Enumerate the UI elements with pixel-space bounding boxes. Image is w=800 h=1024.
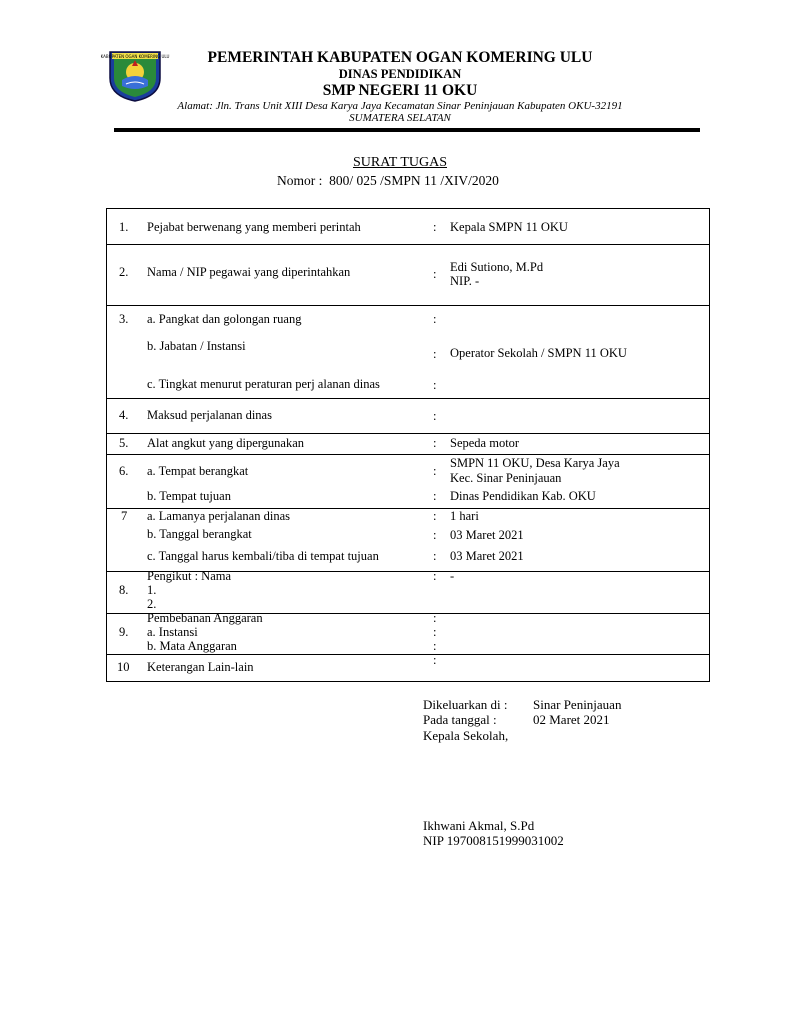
row-8-value: - [450, 569, 455, 583]
row-3a-colon: : [433, 312, 437, 326]
assignment-table [106, 208, 710, 682]
row-7b-colon: : [433, 528, 437, 542]
row-3c-colon: : [433, 378, 437, 392]
row-2-nip: NIP. - [450, 274, 480, 288]
letterhead-government: PEMERINTAH KABUPATEN OGAN KOMERING ULU [207, 49, 593, 66]
row-7a-label: a. Lamanya perjalanan dinas [147, 509, 290, 523]
row-6b-colon: : [433, 489, 437, 503]
row-9-colon-1: : [433, 611, 437, 625]
row-8-label: Pengikut : Nama [147, 569, 232, 583]
row-6a-value-2: Kec. Sinar Peninjauan [450, 471, 562, 485]
row-4-colon: : [433, 409, 437, 423]
row-7b-label: b. Tanggal berangkat [147, 527, 252, 541]
letterhead-address: Alamat: Jln. Trans Unit XIII Desa Karya Jaya Kecamatan Sinar Peninjauan Kabupaten OKU-32191 [177, 100, 623, 112]
signatory-name: Ikhwani Akmal, S.Pd [423, 818, 535, 833]
row-5-label: Alat angkut yang dipergunakan [147, 436, 305, 450]
row-2-name: Edi Sutiono, M.Pd [450, 260, 544, 274]
row-9b-label: b. Mata Anggaran [147, 639, 237, 653]
row-7a-colon: : [433, 509, 437, 523]
letterhead-school: SMP NEGERI 11 OKU [322, 82, 478, 99]
row-9-colon-2: : [433, 625, 437, 639]
row-divider [107, 398, 709, 399]
row-6a-value-1: SMPN 11 OKU, Desa Karya Jaya [450, 456, 620, 470]
row-4-number: 4. [119, 408, 129, 422]
row-10-colon: : [433, 653, 437, 667]
row-2-label: Nama / NIP pegawai yang diperintahkan [147, 265, 351, 279]
signatory-role: Kepala Sekolah, [423, 728, 509, 743]
row-2-colon: : [433, 267, 437, 281]
row-3c-label: c. Tingkat menurut peraturan perj alanan dinas [147, 377, 380, 391]
row-3-number: 3. [119, 312, 129, 326]
row-10-label: Keterangan Lain-lain [147, 660, 254, 674]
row-4-label: Maksud perjalanan dinas [147, 408, 272, 422]
document-number: 800/ 025 /SMPN 11 /XIV/2020 [329, 173, 499, 188]
row-5-value: Sepeda motor [450, 436, 520, 450]
row-9-label: Pembebanan Anggaran [147, 611, 263, 625]
row-divider [107, 654, 709, 655]
row-3b-colon: : [433, 347, 437, 361]
svg-text:KABUPATEN OGAN KOMERING ULU: KABUPATEN OGAN KOMERING ULU [100, 54, 170, 59]
row-6b-value: Dinas Pendidikan Kab. OKU [450, 489, 596, 503]
letterhead-divider [114, 128, 700, 132]
row-10-number: 10 [117, 660, 130, 674]
row-8-item-2: 2. [147, 597, 157, 611]
document-title: SURAT TUGAS [352, 155, 447, 170]
row-3b-label: b. Jabatan / Instansi [147, 339, 246, 353]
row-6b-label: b. Tempat tujuan [147, 489, 231, 503]
row-divider [107, 433, 709, 434]
row-9a-label: a. Instansi [147, 625, 198, 639]
row-8-number: 8. [119, 583, 129, 597]
row-7a-value: 1 hari [450, 509, 479, 523]
row-7c-colon: : [433, 549, 437, 563]
row-3b-value: Operator Sekolah / SMPN 11 OKU [450, 346, 627, 360]
row-8-item-1: 1. [147, 583, 157, 597]
row-6a-colon: : [433, 464, 437, 478]
row-8-colon: : [433, 569, 437, 583]
row-1-label: Pejabat berwenang yang memberi perintah [147, 220, 361, 234]
row-7c-value: 03 Maret 2021 [450, 549, 524, 563]
row-7b-value: 03 Maret 2021 [450, 528, 524, 542]
row-2-number: 2. [119, 265, 129, 279]
issued-place: Sinar Peninjauan [533, 697, 622, 712]
document-number-line [277, 173, 499, 189]
row-divider [107, 305, 709, 306]
row-6-number: 6. [119, 464, 129, 478]
row-7-number: 7 [121, 509, 128, 523]
row-6a-label: a. Tempat berangkat [147, 464, 249, 478]
row-1-value: Kepala SMPN 11 OKU [450, 220, 568, 234]
letterhead-department: DINAS PENDIDIKAN [338, 67, 462, 81]
row-divider [107, 244, 709, 245]
row-3a-label: a. Pangkat dan golongan ruang [147, 312, 302, 326]
row-1-number: 1. [119, 220, 129, 234]
issued-date: 02 Maret 2021 [533, 712, 610, 727]
row-7c-label: c. Tanggal harus kembali/tiba di tempat tujuan [147, 549, 379, 563]
document-number-label: Nomor : [277, 173, 323, 188]
signatory-nip: NIP 197008151999031002 [423, 833, 564, 848]
row-1-colon: : [433, 220, 437, 234]
row-5-colon: : [433, 436, 437, 450]
issued-place-label: Dikeluarkan di : [423, 697, 508, 712]
row-5-number: 5. [119, 436, 129, 450]
issued-date-label: Pada tanggal : [423, 712, 497, 727]
row-9-number: 9. [119, 625, 129, 639]
letterhead-province: SUMATERA SELATAN [349, 112, 451, 124]
row-9-colon-3: : [433, 639, 437, 653]
row-divider [107, 454, 709, 455]
